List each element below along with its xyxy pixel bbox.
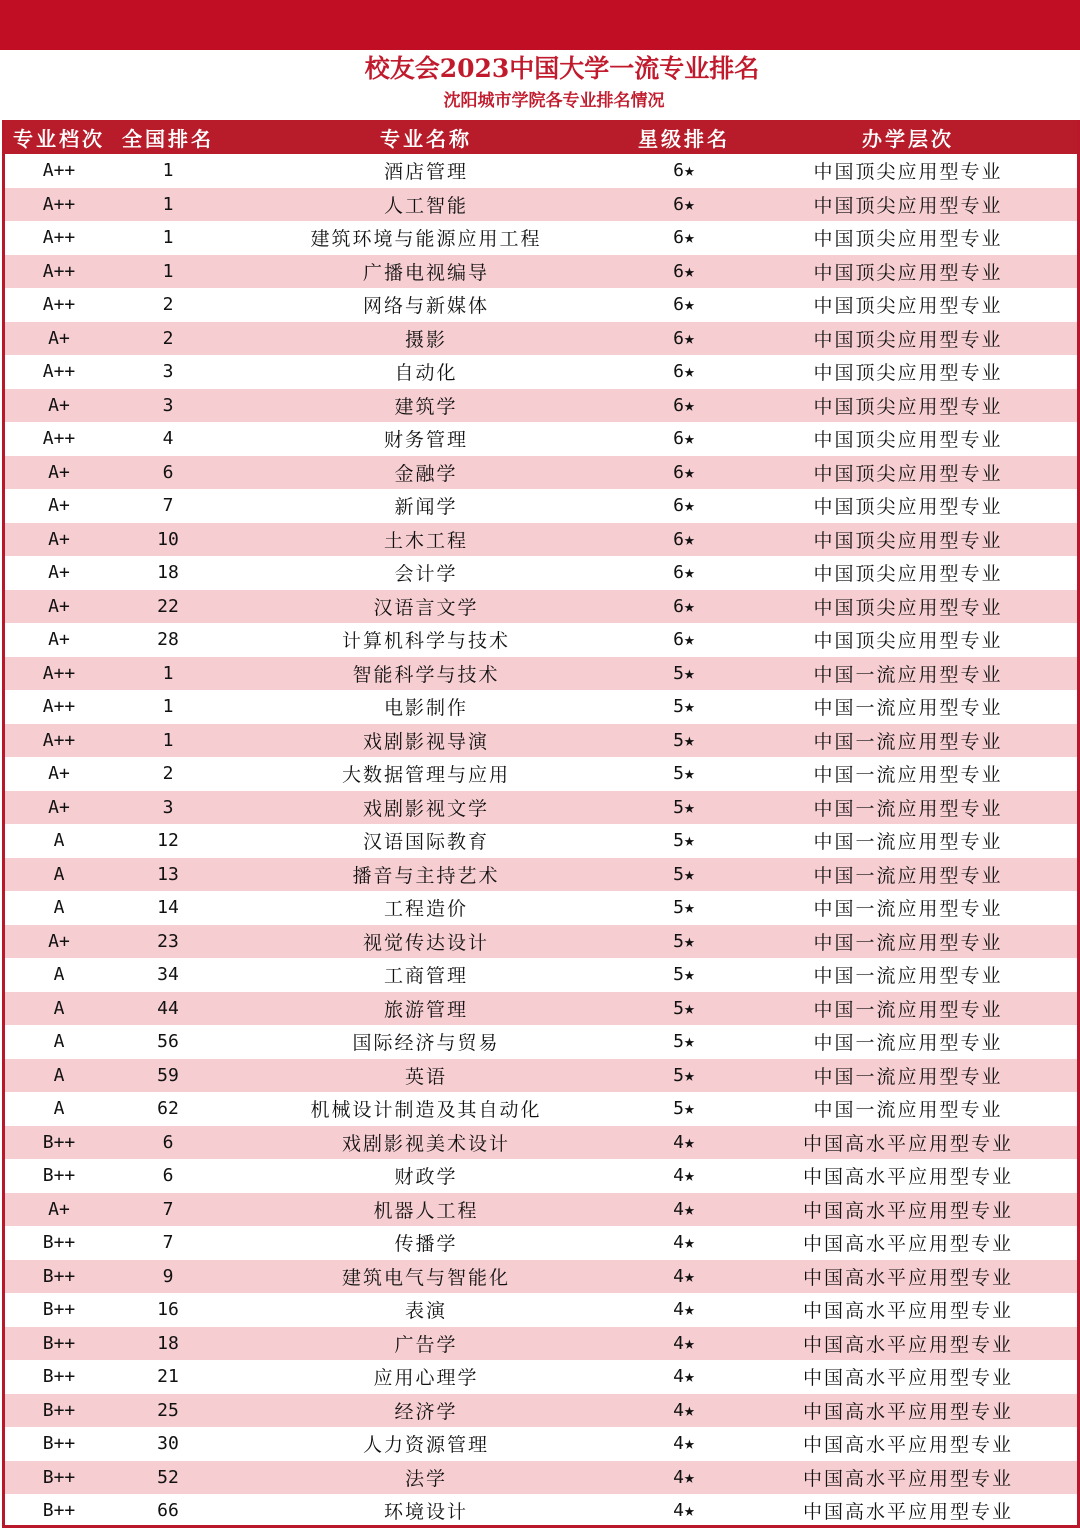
cell-level: 中国顶尖应用型专业 <box>813 395 1003 418</box>
cell-level: 中国顶尖应用型专业 <box>813 261 1003 284</box>
cell-major-name: 汉语国际教育 <box>362 831 489 854</box>
cell-level: 中国一流应用型专业 <box>813 998 1003 1021</box>
cell-grade: A+ <box>48 595 70 617</box>
cell-national-rank: 21 <box>157 1366 179 1388</box>
cell-national-rank: 1 <box>162 696 174 718</box>
cell-level: 中国顶尖应用型专业 <box>813 462 1003 485</box>
cell-star-rank: 5★ <box>673 1031 695 1053</box>
cell-level: 中国高水平应用型专业 <box>802 1434 1013 1457</box>
cell-grade: A++ <box>42 696 76 718</box>
cell-major-name: 旅游管理 <box>383 998 468 1021</box>
cell-major-name: 新闻学 <box>394 496 458 519</box>
cell-major-name: 传播学 <box>394 1233 458 1256</box>
cell-grade: A+ <box>48 327 70 349</box>
table-header <box>5 120 1077 154</box>
cell-major-name: 工商管理 <box>383 965 468 988</box>
header-star-rank: 星级排名 <box>638 126 730 151</box>
cell-level: 中国顶尖应用型专业 <box>813 529 1003 552</box>
cell-national-rank: 2 <box>162 327 174 349</box>
cell-grade: A <box>53 897 65 919</box>
cell-national-rank: 52 <box>157 1466 179 1488</box>
cell-star-rank: 5★ <box>673 997 695 1019</box>
cell-star-rank: 5★ <box>673 763 695 785</box>
cell-level: 中国高水平应用型专业 <box>802 1132 1013 1155</box>
table-row <box>5 154 1077 188</box>
cell-level: 中国高水平应用型专业 <box>802 1166 1013 1189</box>
cell-major-name: 法学 <box>404 1467 447 1490</box>
page-title: 校友会2023中国大学一流专业排名 <box>364 54 760 83</box>
cell-level: 中国一流应用型专业 <box>813 1099 1003 1122</box>
cell-major-name: 自动化 <box>394 362 458 385</box>
cell-major-name: 播音与主持艺术 <box>352 864 500 887</box>
cell-major-name: 会计学 <box>394 563 458 586</box>
cell-grade: B++ <box>42 1433 76 1455</box>
table-row <box>5 1427 1077 1461</box>
cell-grade: B++ <box>42 1265 76 1287</box>
cell-star-rank: 6★ <box>673 294 695 316</box>
cell-level: 中国高水平应用型专业 <box>802 1300 1013 1323</box>
cell-major-name: 机器人工程 <box>373 1199 479 1222</box>
cell-grade: B++ <box>42 1332 76 1354</box>
table-row <box>5 757 1077 791</box>
table-row <box>5 1394 1077 1428</box>
cell-major-name: 应用心理学 <box>373 1367 479 1390</box>
table-row <box>5 1461 1077 1495</box>
table-row <box>5 1126 1077 1160</box>
cell-major-name: 机械设计制造及其自动化 <box>310 1099 542 1122</box>
ranking-table <box>2 120 1080 1528</box>
cell-major-name: 电影制作 <box>383 697 468 720</box>
table-row <box>5 1226 1077 1260</box>
cell-star-rank: 6★ <box>673 528 695 550</box>
table-row <box>5 456 1077 490</box>
cell-star-rank: 4★ <box>673 1131 695 1153</box>
cell-level: 中国顶尖应用型专业 <box>813 194 1003 217</box>
cell-star-rank: 4★ <box>673 1332 695 1354</box>
cell-level: 中国高水平应用型专业 <box>802 1367 1013 1390</box>
cell-grade: A <box>53 1031 65 1053</box>
cell-grade: A++ <box>42 193 76 215</box>
cell-level: 中国顶尖应用型专业 <box>813 328 1003 351</box>
table-row <box>5 322 1077 356</box>
table-row <box>5 1025 1077 1059</box>
table-row <box>5 657 1077 691</box>
cell-star-rank: 6★ <box>673 361 695 383</box>
cell-national-rank: 34 <box>157 964 179 986</box>
cell-national-rank: 10 <box>157 528 179 550</box>
page-subtitle: 沈阳城市学院各专业排名情况 <box>443 91 665 111</box>
cell-grade: A+ <box>48 629 70 651</box>
table-row <box>5 992 1077 1026</box>
table-row <box>5 489 1077 523</box>
table-row <box>5 891 1077 925</box>
cell-national-rank: 3 <box>162 394 174 416</box>
cell-star-rank: 5★ <box>673 897 695 919</box>
cell-level: 中国顶尖应用型专业 <box>813 563 1003 586</box>
cell-level: 中国顶尖应用型专业 <box>813 228 1003 251</box>
cell-level: 中国顶尖应用型专业 <box>813 496 1003 519</box>
cell-national-rank: 66 <box>157 1500 179 1522</box>
cell-major-name: 大数据管理与应用 <box>341 764 510 787</box>
cell-level: 中国一流应用型专业 <box>813 1032 1003 1055</box>
cell-grade: A+ <box>48 528 70 550</box>
cell-grade: A+ <box>48 562 70 584</box>
table-row <box>5 1059 1077 1093</box>
cell-major-name: 戏剧影视导演 <box>362 730 489 753</box>
cell-level: 中国高水平应用型专业 <box>802 1266 1013 1289</box>
table-row <box>5 255 1077 289</box>
cell-level: 中国一流应用型专业 <box>813 697 1003 720</box>
cell-grade: A+ <box>48 1198 70 1220</box>
cell-star-rank: 6★ <box>673 193 695 215</box>
cell-grade: A+ <box>48 763 70 785</box>
cell-grade: B++ <box>42 1165 76 1187</box>
cell-star-rank: 6★ <box>673 495 695 517</box>
cell-national-rank: 12 <box>157 830 179 852</box>
cell-major-name: 国际经济与贸易 <box>352 1032 500 1055</box>
cell-grade: B++ <box>42 1399 76 1421</box>
cell-major-name: 人工智能 <box>383 194 468 217</box>
cell-level: 中国一流应用型专业 <box>813 864 1003 887</box>
cell-level: 中国一流应用型专业 <box>813 663 1003 686</box>
cell-level: 中国一流应用型专业 <box>813 931 1003 954</box>
cell-star-rank: 5★ <box>673 830 695 852</box>
cell-national-rank: 9 <box>162 1265 174 1287</box>
cell-star-rank: 4★ <box>673 1366 695 1388</box>
cell-grade: A <box>53 830 65 852</box>
cell-major-name: 广播电视编导 <box>362 261 489 284</box>
cell-level: 中国顶尖应用型专业 <box>813 429 1003 452</box>
cell-major-name: 财务管理 <box>383 429 468 452</box>
cell-star-rank: 5★ <box>673 1064 695 1086</box>
cell-major-name: 英语 <box>404 1065 447 1088</box>
table-row <box>5 221 1077 255</box>
table-row <box>5 858 1077 892</box>
table-row <box>5 590 1077 624</box>
cell-national-rank: 6 <box>162 461 174 483</box>
table-row <box>5 1092 1077 1126</box>
cell-grade: B++ <box>42 1466 76 1488</box>
table-row <box>5 925 1077 959</box>
table-row <box>5 1327 1077 1361</box>
cell-national-rank: 7 <box>162 1198 174 1220</box>
cell-major-name: 经济学 <box>394 1400 458 1423</box>
cell-star-rank: 4★ <box>673 1265 695 1287</box>
cell-star-rank: 4★ <box>673 1232 695 1254</box>
cell-national-rank: 1 <box>162 160 174 182</box>
cell-star-rank: 6★ <box>673 227 695 249</box>
cell-national-rank: 3 <box>162 361 174 383</box>
cell-national-rank: 44 <box>157 997 179 1019</box>
cell-level: 中国顶尖应用型专业 <box>813 596 1003 619</box>
cell-star-rank: 6★ <box>673 595 695 617</box>
cell-national-rank: 22 <box>157 595 179 617</box>
cell-level: 中国高水平应用型专业 <box>802 1467 1013 1490</box>
cell-national-rank: 30 <box>157 1433 179 1455</box>
cell-level: 中国一流应用型专业 <box>813 797 1003 820</box>
cell-grade: A <box>53 997 65 1019</box>
cell-national-rank: 1 <box>162 662 174 684</box>
cell-star-rank: 4★ <box>673 1165 695 1187</box>
cell-national-rank: 7 <box>162 1232 174 1254</box>
cell-major-name: 汉语言文学 <box>373 596 479 619</box>
cell-level: 中国高水平应用型专业 <box>802 1233 1013 1256</box>
cell-grade: A+ <box>48 461 70 483</box>
cell-major-name: 智能科学与技术 <box>352 663 500 686</box>
cell-national-rank: 13 <box>157 863 179 885</box>
cell-level: 中国一流应用型专业 <box>813 898 1003 921</box>
cell-grade: A <box>53 1064 65 1086</box>
cell-major-name: 计算机科学与技术 <box>341 630 510 653</box>
top-banner <box>0 0 1080 50</box>
cell-level: 中国顶尖应用型专业 <box>813 161 1003 184</box>
cell-major-name: 金融学 <box>394 462 458 485</box>
cell-star-rank: 6★ <box>673 260 695 282</box>
cell-grade: A+ <box>48 394 70 416</box>
table-row <box>5 1260 1077 1294</box>
cell-major-name: 环境设计 <box>383 1501 468 1524</box>
cell-major-name: 财政学 <box>394 1166 458 1189</box>
cell-star-rank: 5★ <box>673 930 695 952</box>
table-body <box>5 154 1077 1528</box>
cell-star-rank: 4★ <box>673 1299 695 1321</box>
table-row <box>5 623 1077 657</box>
cell-level: 中国顶尖应用型专业 <box>813 362 1003 385</box>
cell-level: 中国一流应用型专业 <box>813 730 1003 753</box>
cell-level: 中国一流应用型专业 <box>813 764 1003 787</box>
cell-grade: A++ <box>42 428 76 450</box>
cell-star-rank: 5★ <box>673 662 695 684</box>
header-level: 办学层次 <box>862 126 954 151</box>
cell-major-name: 建筑环境与能源应用工程 <box>310 228 542 251</box>
cell-grade: A <box>53 863 65 885</box>
table-row <box>5 1494 1077 1528</box>
cell-national-rank: 1 <box>162 227 174 249</box>
cell-national-rank: 16 <box>157 1299 179 1321</box>
cell-major-name: 表演 <box>404 1300 447 1323</box>
cell-major-name: 建筑学 <box>394 395 458 418</box>
cell-national-rank: 18 <box>157 562 179 584</box>
table-row <box>5 188 1077 222</box>
cell-star-rank: 6★ <box>673 461 695 483</box>
cell-star-rank: 6★ <box>673 160 695 182</box>
cell-level: 中国高水平应用型专业 <box>802 1400 1013 1423</box>
cell-national-rank: 1 <box>162 260 174 282</box>
cell-national-rank: 3 <box>162 796 174 818</box>
table-row <box>5 355 1077 389</box>
cell-star-rank: 5★ <box>673 696 695 718</box>
cell-star-rank: 5★ <box>673 1098 695 1120</box>
cell-national-rank: 23 <box>157 930 179 952</box>
cell-national-rank: 28 <box>157 629 179 651</box>
cell-national-rank: 18 <box>157 1332 179 1354</box>
cell-star-rank: 5★ <box>673 964 695 986</box>
cell-star-rank: 6★ <box>673 394 695 416</box>
cell-grade: A++ <box>42 361 76 383</box>
cell-grade: B++ <box>42 1366 76 1388</box>
cell-star-rank: 6★ <box>673 629 695 651</box>
cell-star-rank: 6★ <box>673 562 695 584</box>
cell-national-rank: 56 <box>157 1031 179 1053</box>
cell-level: 中国顶尖应用型专业 <box>813 295 1003 318</box>
cell-star-rank: 5★ <box>673 796 695 818</box>
cell-level: 中国一流应用型专业 <box>813 1065 1003 1088</box>
cell-national-rank: 7 <box>162 495 174 517</box>
table-row <box>5 556 1077 590</box>
cell-star-rank: 5★ <box>673 863 695 885</box>
cell-grade: A <box>53 964 65 986</box>
cell-star-rank: 4★ <box>673 1198 695 1220</box>
cell-grade: A++ <box>42 729 76 751</box>
header-grade: 专业档次 <box>13 126 105 151</box>
cell-national-rank: 25 <box>157 1399 179 1421</box>
cell-level: 中国高水平应用型专业 <box>802 1333 1013 1356</box>
table-row <box>5 422 1077 456</box>
table-row <box>5 1159 1077 1193</box>
table-row <box>5 1293 1077 1327</box>
cell-major-name: 网络与新媒体 <box>362 295 489 318</box>
table-row <box>5 690 1077 724</box>
cell-national-rank: 1 <box>162 193 174 215</box>
cell-major-name: 建筑电气与智能化 <box>341 1266 510 1289</box>
cell-major-name: 视觉传达设计 <box>362 931 489 954</box>
cell-national-rank: 59 <box>157 1064 179 1086</box>
cell-major-name: 土木工程 <box>383 529 468 552</box>
cell-level: 中国高水平应用型专业 <box>802 1501 1013 1524</box>
cell-national-rank: 2 <box>162 763 174 785</box>
cell-level: 中国顶尖应用型专业 <box>813 630 1003 653</box>
cell-major-name: 广告学 <box>394 1333 458 1356</box>
header-major-name: 专业名称 <box>380 126 472 151</box>
cell-level: 中国高水平应用型专业 <box>802 1199 1013 1222</box>
cell-grade: A++ <box>42 160 76 182</box>
table-row <box>5 288 1077 322</box>
cell-grade: A++ <box>42 260 76 282</box>
cell-grade: B++ <box>42 1299 76 1321</box>
cell-major-name: 摄影 <box>404 328 447 351</box>
cell-star-rank: 4★ <box>673 1500 695 1522</box>
cell-national-rank: 62 <box>157 1098 179 1120</box>
cell-national-rank: 14 <box>157 897 179 919</box>
cell-grade: A+ <box>48 495 70 517</box>
cell-star-rank: 4★ <box>673 1399 695 1421</box>
cell-major-name: 工程造价 <box>383 898 468 921</box>
cell-level: 中国一流应用型专业 <box>813 965 1003 988</box>
cell-grade: A <box>53 1098 65 1120</box>
cell-grade: A++ <box>42 227 76 249</box>
cell-star-rank: 6★ <box>673 428 695 450</box>
cell-star-rank: 4★ <box>673 1433 695 1455</box>
table-row <box>5 523 1077 557</box>
cell-national-rank: 1 <box>162 729 174 751</box>
table-row <box>5 389 1077 423</box>
table-row <box>5 824 1077 858</box>
table-row <box>5 791 1077 825</box>
cell-grade: B++ <box>42 1232 76 1254</box>
cell-national-rank: 2 <box>162 294 174 316</box>
cell-major-name: 戏剧影视文学 <box>362 797 489 820</box>
cell-national-rank: 6 <box>162 1165 174 1187</box>
header-national-rank: 全国排名 <box>122 126 214 151</box>
cell-major-name: 酒店管理 <box>383 161 468 184</box>
cell-star-rank: 4★ <box>673 1466 695 1488</box>
cell-major-name: 戏剧影视美术设计 <box>341 1132 510 1155</box>
cell-star-rank: 6★ <box>673 327 695 349</box>
cell-level: 中国一流应用型专业 <box>813 831 1003 854</box>
cell-national-rank: 4 <box>162 428 174 450</box>
cell-grade: B++ <box>42 1131 76 1153</box>
cell-major-name: 人力资源管理 <box>362 1434 489 1457</box>
table-row <box>5 1193 1077 1227</box>
table-row <box>5 958 1077 992</box>
cell-grade: A++ <box>42 294 76 316</box>
cell-grade: A++ <box>42 662 76 684</box>
cell-grade: A+ <box>48 930 70 952</box>
cell-national-rank: 6 <box>162 1131 174 1153</box>
cell-grade: B++ <box>42 1500 76 1522</box>
table-row <box>5 724 1077 758</box>
cell-grade: A+ <box>48 796 70 818</box>
cell-star-rank: 5★ <box>673 729 695 751</box>
table-row <box>5 1360 1077 1394</box>
